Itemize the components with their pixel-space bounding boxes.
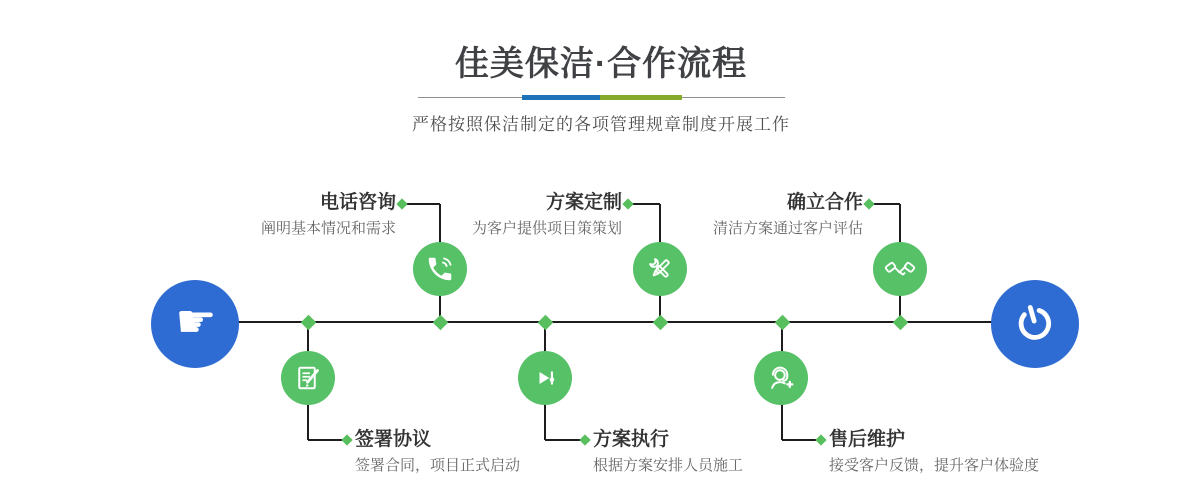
step-label-aftersale [829,429,1039,475]
label-connector-aftersale [782,439,819,441]
page-subtitle: 严格按照保洁制定的各项管理规章制度开展工作 [412,115,790,134]
step-desc: 为客户提供项目策策划 [471,219,622,237]
label-connector-cooperation [871,203,900,205]
step-title: 方案执行 [593,429,670,450]
step-node-cooperation [873,242,927,296]
step-label-plan [472,192,622,238]
step-node-phone [413,242,467,296]
timeline-start-node [151,280,239,368]
label-connector-phone [404,203,440,205]
pointing-hand-icon: ☛ [175,294,217,348]
step-title: 电话咨询 [319,192,396,213]
step-node-aftersale [754,351,808,405]
step-label-execute [593,429,743,475]
step-desc: 签署合同，项目正式启动 [355,456,521,474]
label-diamond [341,434,352,445]
label-connector-sign [308,439,345,441]
junction-diamond [653,315,669,331]
step-label-cooperation [713,192,863,238]
label-diamond [863,198,874,209]
step-title: 方案定制 [545,192,622,213]
handshake-icon [884,253,916,285]
title-divider-blue-segment [522,95,600,100]
step-desc: 清洁方案通过客户评估 [712,219,863,237]
label-diamond [396,198,407,209]
step-title: 签署协议 [355,429,432,450]
pencil-wrench-icon [645,254,675,284]
step-desc: 接受客户反馈，提升客户体验度 [829,456,1040,474]
step-title: 售后维护 [829,429,906,450]
title-divider-green-segment [600,95,682,100]
junction-diamond [301,315,317,331]
power-icon [1012,301,1058,347]
step-label-phone [261,192,396,238]
step-node-plan [633,242,687,296]
label-diamond [815,434,826,445]
label-diamond [622,198,633,209]
label-connector-execute [545,439,583,441]
junction-diamond [893,315,909,331]
document-sign-icon [293,363,323,393]
phone-icon [425,254,455,284]
label-diamond [579,434,590,445]
label-connector-plan [630,203,660,205]
timeline-end-node [991,280,1079,368]
junction-diamond [538,315,554,331]
play-slider-icon [530,363,560,393]
step-label-sign [355,429,520,475]
step-desc: 根据方案安排人员施工 [593,456,744,474]
junction-diamond [775,315,791,331]
headset-plus-icon [765,362,797,394]
page-title: 佳美保洁·合作流程 [454,45,748,83]
timeline-main-line [195,321,1035,323]
step-node-sign [281,351,335,405]
step-title: 确立合作 [786,192,863,213]
step-desc: 阐明基本情况和需求 [260,219,396,237]
junction-diamond [433,315,449,331]
step-node-execute [518,351,572,405]
